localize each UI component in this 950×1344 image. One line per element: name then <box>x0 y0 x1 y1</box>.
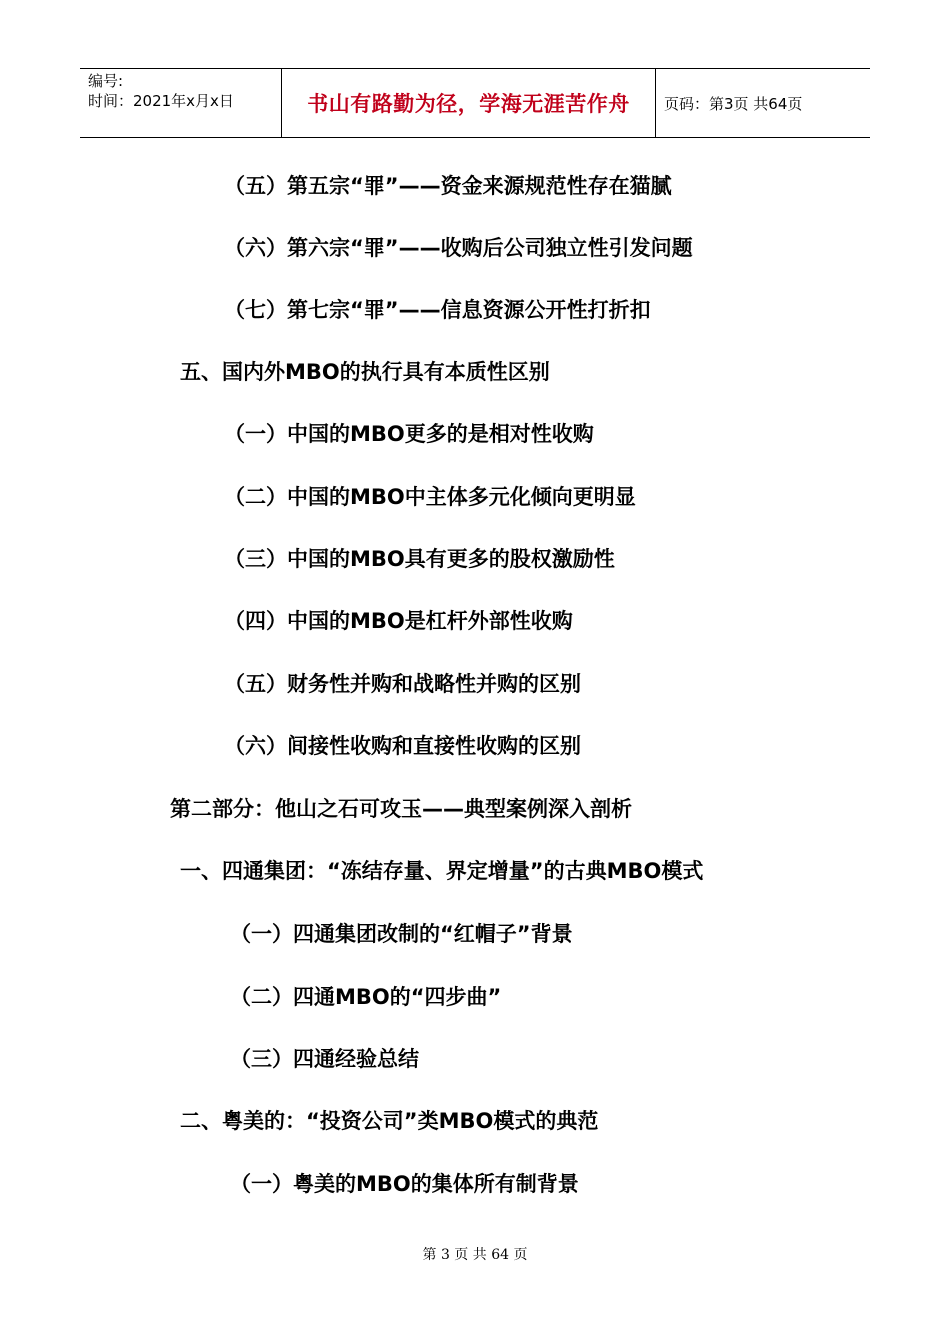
header-page-cell <box>656 69 870 137</box>
outline-item: （一）四通集团改制的“红帽子”背景 <box>230 922 573 946</box>
document-date-label: 时间：2021年x月x日 <box>88 92 234 110</box>
outline-item: （二）四通MBO的“四步曲” <box>230 985 502 1009</box>
outline-item: （四）中国的MBO是杠杆外部性收购 <box>224 609 573 633</box>
document-number-label: 编号: <box>88 72 124 90</box>
outline-item: （六）间接性收购和直接性收购的区别 <box>224 734 581 758</box>
header-meta-cell <box>80 69 281 137</box>
outline-item: （二）中国的MBO中主体多元化倾向更明显 <box>224 485 636 509</box>
outline-section-heading: 一、四通集团：“冻结存量、界定增量”的古典MBO模式 <box>180 859 704 883</box>
header-motto-cell <box>281 69 656 137</box>
outline-item: （一）粤美的MBO的集体所有制背景 <box>230 1172 579 1196</box>
page-header <box>80 68 870 138</box>
outline-item: （一）中国的MBO更多的是相对性收购 <box>224 422 594 446</box>
outline-item: （五）财务性并购和战略性并购的区别 <box>224 672 581 696</box>
outline-part-heading: 第二部分：他山之石可攻玉——典型案例深入剖析 <box>170 797 632 821</box>
page-footer: 第 3 页 共 64 页 <box>422 1247 528 1263</box>
outline-item: （三）四通经验总结 <box>230 1047 419 1071</box>
outline-item: （三）中国的MBO具有更多的股权激励性 <box>224 547 615 571</box>
header-motto: 书山有路勤为径，学海无涯苦作舟 <box>307 92 630 116</box>
outline-item: （六）第六宗“罪”——收购后公司独立性引发问题 <box>224 236 693 260</box>
outline-section-heading: 二、粤美的：“投资公司”类MBO模式的典范 <box>180 1109 599 1133</box>
header-page-info: 页码：第3页 共64页 <box>664 94 803 113</box>
outline-item: （五）第五宗“罪”——资金来源规范性存在猫腻 <box>224 174 672 198</box>
outline-item: （七）第七宗“罪”——信息资源公开性打折扣 <box>224 298 651 322</box>
outline-section-heading: 五、国内外MBO的执行具有本质性区别 <box>180 360 550 384</box>
